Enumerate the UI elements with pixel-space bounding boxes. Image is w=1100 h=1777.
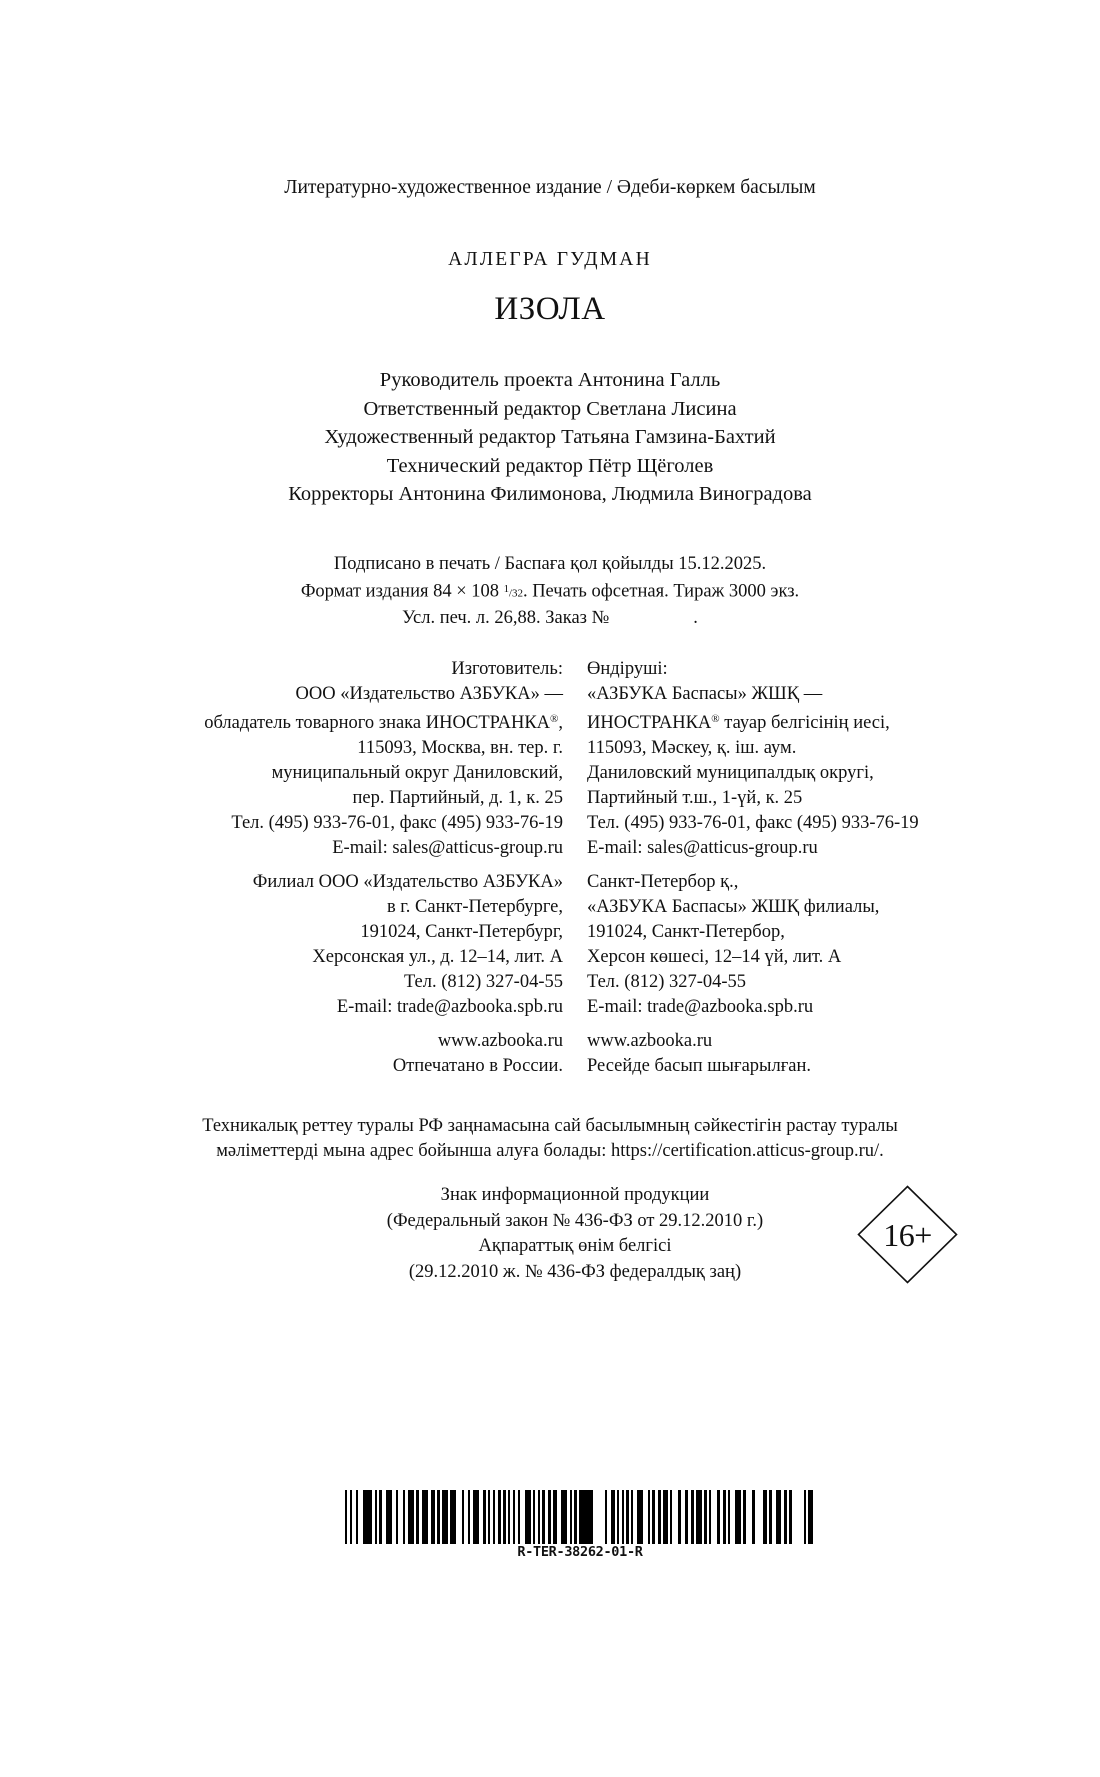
branch-kz-line: Санкт-Петербор қ., <box>587 872 739 893</box>
sheets-order-line <box>0 606 1100 631</box>
manufacturer-ru-phone: Тел. (495) 933-76-01, факс (495) 933-76-19 <box>231 813 563 834</box>
branch-ru-line: Филиал ООО «Издательство АЗБУКА» <box>252 872 563 893</box>
book-title: ИЗОЛА <box>494 291 606 327</box>
info-product-line: Ақпараттық өнім белгісі <box>478 1236 672 1256</box>
print-info <box>0 552 1100 631</box>
branch-ru-phone: Тел. (812) 327-04-55 <box>403 972 563 993</box>
branch-ru-line: 191024, Санкт-Петербург, <box>360 922 563 943</box>
website-ru: www.azbooka.ru <box>437 1031 563 1052</box>
branch-ru <box>204 870 563 1020</box>
printed-in-kz: Ресейде басып шығарылған. <box>587 1056 812 1077</box>
branch-ru-line: Херсонская ул., д. 12–14, лит. А <box>312 947 563 968</box>
author-name: АЛЛЕГРА ГУДМАН <box>448 249 652 270</box>
certification-line: Техникалық реттеу туралы РФ заңнамасына сай басылымның сәйкестігін растау туралы <box>202 1116 898 1136</box>
branch-kz-line: 191024, Санкт-Петербор, <box>587 922 785 943</box>
branch-kz-line: Херсон көшесі, 12–14 үй, лит. А <box>587 947 842 968</box>
publisher-details-kz <box>587 657 919 1079</box>
registered-mark-icon: ® <box>711 713 720 725</box>
manufacturer-label-ru: Изготовитель: <box>451 659 563 679</box>
branch-kz-line: «АЗБУКА Баспасы» ЖШҚ филиалы, <box>587 897 880 918</box>
manufacturer-ru-line: пер. Партийный, д. 1, к. 25 <box>352 788 563 809</box>
credit-technical-editor: Технический редактор Пётр Щёголев <box>386 454 714 477</box>
branch-kz-phone: Тел. (812) 327-04-55 <box>587 972 747 993</box>
trademark-holder-text: обладатель товарного знака ИНОСТРАНКА <box>204 713 551 734</box>
format-prefix: Формат издания 84 × 108 <box>300 581 504 602</box>
branch-ru-email: E-mail: trade@azbooka.spb.ru <box>336 997 563 1018</box>
edition-type: Литературно-художественное издание / Әдеби-көркем басылым <box>284 177 816 198</box>
format-fraction-denominator: 32 <box>511 587 523 600</box>
credit-project-lead: Руководитель проекта Антонина Галль <box>379 369 721 391</box>
manufacturer-kz-line: 115093, Мәскеу, қ. іш. аум. <box>587 738 797 759</box>
certification-notice <box>0 1114 1100 1164</box>
manufacturer-kz-line: Даниловский муниципалдық округі, <box>587 763 874 784</box>
manufacturer-kz <box>587 657 919 861</box>
credit-managing-editor: Ответственный редактор Светлана Лисина <box>363 397 737 420</box>
branch-ru-line: в г. Санкт-Петербурге, <box>386 897 563 918</box>
manufacturer-ru-line <box>204 707 563 736</box>
info-product-line: (Федеральный закон № 436-ФЗ от 29.12.2010 г.) <box>386 1210 764 1231</box>
information-product-sign <box>340 1183 810 1285</box>
manufacturer-label-kz: Өндіруші: <box>587 659 668 679</box>
age-rating-badge <box>857 1185 958 1284</box>
signed-to-print: Подписано в печать / Баспаға қол қойылды 15.12.2025. <box>333 554 767 574</box>
manufacturer-kz-phone: Тел. (495) 933-76-01, факс (495) 933-76-19 <box>587 813 919 834</box>
trademark-suffix: тауар белгісінің иесі, <box>719 713 890 734</box>
branch-kz <box>587 870 919 1020</box>
editorial-credits <box>0 366 1100 509</box>
manufacturer-kz-line: «АЗБУКА Баспасы» ЖШҚ — <box>587 684 823 704</box>
sheets-suffix: . <box>693 608 698 629</box>
info-product-line: Знак информационной продукции <box>440 1185 710 1205</box>
barcode-label: R-TER-38262-01-R <box>517 1544 643 1560</box>
branch-kz-email: E-mail: trade@azbooka.spb.ru <box>587 997 814 1018</box>
sheets-prefix: Усл. печ. л. 26,88. Заказ № <box>402 608 610 629</box>
registered-mark-icon: ® <box>550 713 559 725</box>
manufacturer-kz-email: E-mail: sales@atticus-group.ru <box>587 838 818 859</box>
format-line: Формат издания 84 × 108 $^1$/32. Печать офсетная. Тираж 3000 экз. <box>300 581 800 602</box>
certification-line: мәліметтерді мына адрес бойынша алуға болады: https://certification.atticus-group.ru/. <box>216 1141 884 1161</box>
credit-art-editor: Художественный редактор Татьяна Гамзина-Бахтий <box>324 426 776 448</box>
credit-proofreaders: Корректоры Антонина Филимонова, Людмила Виноградова <box>288 483 812 505</box>
printed-in-ru: Отпечатано в России. <box>392 1056 563 1077</box>
format-suffix: . Печать офсетная. Тираж 3000 экз. <box>522 581 800 602</box>
footer-kz <box>587 1029 919 1079</box>
publisher-details-ru <box>204 657 563 1079</box>
manufacturer-kz-line <box>587 707 919 736</box>
info-product-line: (29.12.2010 ж. № 436-ФЗ федералдық заң) <box>408 1261 742 1282</box>
age-rating-text: 16+ <box>883 1217 932 1253</box>
manufacturer-kz-line: Партийный т.ш., 1-үй, к. 25 <box>587 788 803 809</box>
manufacturer-ru-line: муниципальный округ Даниловский, <box>271 763 563 784</box>
trademark-holder-text: ИНОСТРАНКА <box>587 713 712 734</box>
trademark-suffix: , <box>558 713 563 734</box>
format-fraction-numerator: 1 <box>503 583 509 595</box>
manufacturer-ru <box>204 657 563 861</box>
manufacturer-ru-line: 115093, Москва, вн. тер. г. <box>357 738 563 759</box>
website-kz: www.azbooka.ru <box>587 1031 713 1052</box>
manufacturer-ru-line: ООО «Издательство АЗБУКА» — <box>295 684 563 704</box>
manufacturer-ru-email: E-mail: sales@atticus-group.ru <box>332 838 563 859</box>
barcode-icon <box>345 1490 815 1544</box>
footer-ru <box>204 1029 563 1079</box>
